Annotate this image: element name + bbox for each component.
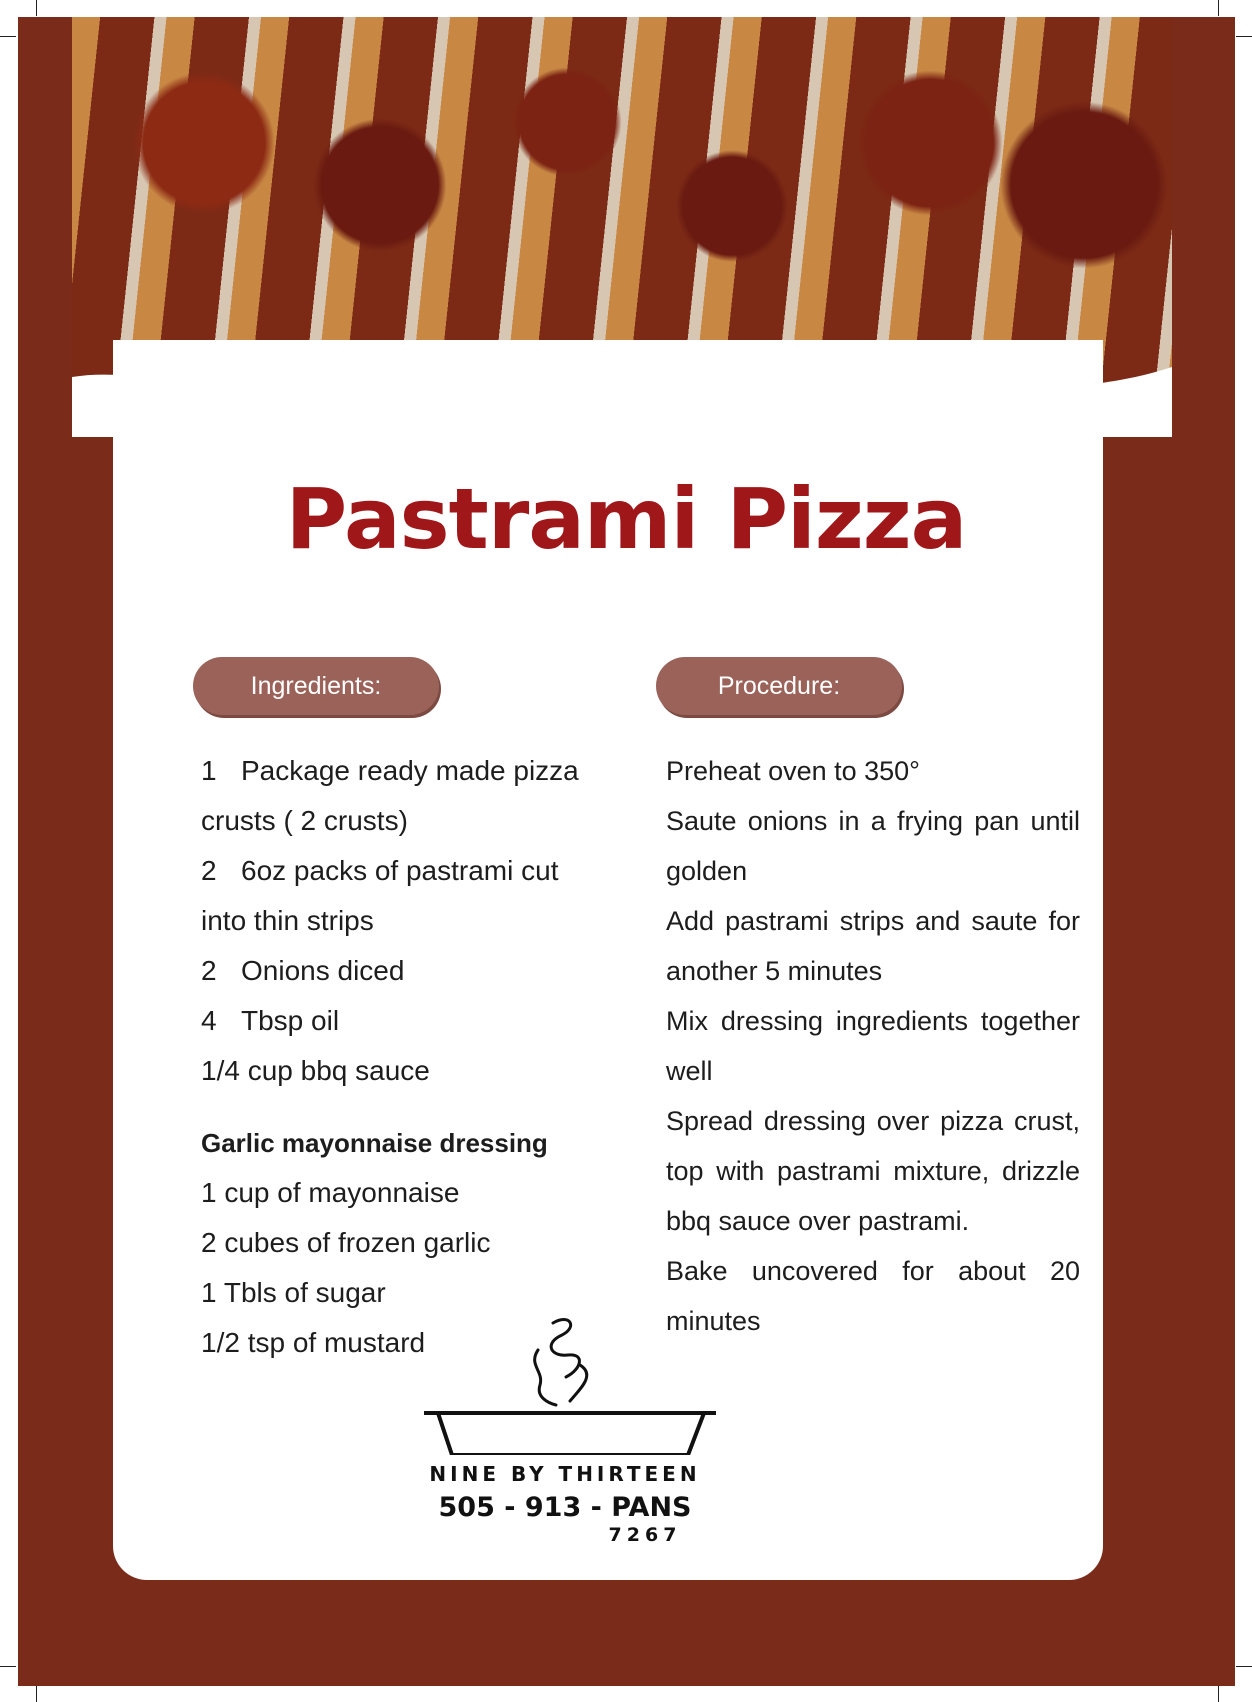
procedure-list bbox=[666, 746, 1080, 1346]
procedure-line: top with pastrami mixture, drizzle bbox=[666, 1156, 1080, 1186]
procedure-line: Mix dressing ingredients together bbox=[666, 1006, 1080, 1036]
brand-name: NINE BY THIRTEEN bbox=[429, 1462, 701, 1486]
steam-icon bbox=[535, 1320, 587, 1405]
ingredient-line: 1 Package ready made pizza bbox=[201, 755, 579, 786]
steaming-pan-logo bbox=[420, 1305, 720, 1455]
brand-phone: 505 - 913 - PANS bbox=[438, 1492, 692, 1523]
procedure-line: Add pastrami strips and saute for bbox=[666, 906, 1080, 936]
crop-mark bbox=[1236, 1666, 1252, 1667]
dressing-line: 1 Tbls of sugar bbox=[201, 1277, 386, 1308]
procedure-line: another 5 minutes bbox=[666, 956, 883, 986]
crop-mark bbox=[0, 1666, 16, 1667]
ingredients-list bbox=[201, 746, 621, 1368]
pan-icon bbox=[424, 1413, 716, 1455]
ingredients-heading bbox=[193, 657, 439, 715]
ingredient-line: crusts ( 2 crusts) bbox=[201, 805, 408, 836]
ingredient-line: 1/4 cup bbq sauce bbox=[201, 1055, 430, 1086]
procedure-line: Saute onions in a frying pan until bbox=[666, 806, 1080, 836]
crop-mark bbox=[1218, 0, 1219, 16]
procedure-heading bbox=[656, 657, 902, 715]
procedure-line: well bbox=[666, 1056, 713, 1086]
procedure-heading-label: Procedure: bbox=[717, 671, 841, 700]
ingredients-heading-label: Ingredients: bbox=[250, 671, 382, 700]
ingredient-line: into thin strips bbox=[201, 905, 374, 936]
procedure-line: Preheat oven to 350° bbox=[666, 756, 920, 786]
brand-phone-digits: 7267 bbox=[608, 1524, 682, 1546]
ingredient-line: 2 Onions diced bbox=[201, 955, 405, 986]
procedure-line: golden bbox=[666, 856, 748, 886]
procedure-line: Bake uncovered for about 20 bbox=[666, 1256, 1080, 1286]
crop-mark bbox=[36, 1686, 37, 1702]
dressing-heading: Garlic mayonnaise dressing bbox=[201, 1128, 548, 1158]
procedure-line: minutes bbox=[666, 1306, 761, 1336]
crop-mark bbox=[0, 36, 16, 37]
ingredient-line: 2 6oz packs of pastrami cut bbox=[201, 855, 559, 886]
dressing-line: 2 cubes of frozen garlic bbox=[201, 1227, 491, 1258]
dressing-line: 1 cup of mayonnaise bbox=[201, 1177, 460, 1208]
crop-mark bbox=[36, 0, 37, 16]
ingredient-line: 4 Tbsp oil bbox=[201, 1005, 340, 1036]
recipe-title: Pastrami Pizza bbox=[285, 470, 967, 568]
procedure-line: Spread dressing over pizza crust, bbox=[666, 1106, 1080, 1136]
procedure-line: bbq sauce over pastrami. bbox=[666, 1206, 970, 1236]
crop-mark bbox=[1236, 36, 1252, 37]
dressing-line: 1/2 tsp of mustard bbox=[201, 1327, 426, 1358]
crop-mark bbox=[1218, 1686, 1219, 1702]
